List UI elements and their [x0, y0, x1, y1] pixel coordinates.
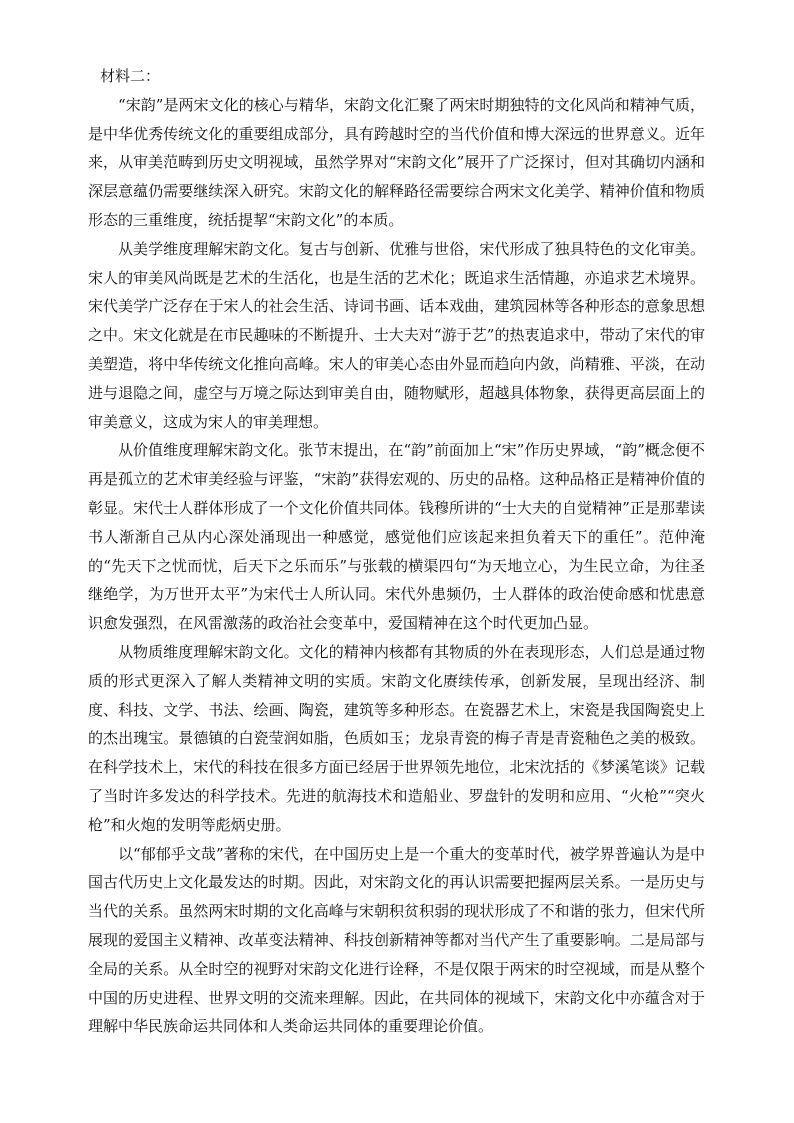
paragraph-aesthetics: 从美学维度理解宋韵文化。复古与创新、优雅与世俗，宋代形成了独具特色的文化审美。宋人的审美风尚既是艺术的生活化，也是生活的艺术化；既追求生活情趣，亦追求艺术境界。宋代美学广泛存在于宋人的社会生活、诗词书画、话本戏曲，建筑园林等各种形态的意象思想之中。宋文化就是在市民趣味的不断提升、士大夫对“游于艺”的热衷追求中，带动了宋代的审美塑造，将中华传统文化推向高峰。宋人的审美心态由外显而趋向内敛，尚精雅、平淡，在动进与退隐之间，虚空与万境之际达到审美自由，随物赋形，超越具体物象，获得更高层面上的审美意义，这成为宋人的审美理想。 — [88, 239, 705, 431]
paragraph-material: 从物质维度理解宋韵文化。文化的精神内核都有其物质的外在表现形态，人们总是通过物质的形式更深入了解人类精神文明的实质。宋韵文化赓续传承，创新发展，呈现出经济、制度、科技、文学、书法、绘画、陶瓷，建筑等多种形态。在瓷器艺术上，宋瓷是我国陶瓷史上的杰出瑰宝。景德镇的白瓷莹润如脂，色质如玉；龙泉青瓷的梅子青是青瓷釉色之美的极致。在科学技术上，宋代的科技在很多方面已经居于世界领先地位，北宋沈括的《梦溪笔谈》记载了当时许多发达的科学技术。先进的航海技术和造船业、罗盘针的发明和应用、“火枪”“突火枪”和火炮的发明等彪炳史册。 — [88, 642, 705, 834]
paragraph-conclusion: 以“郁郁乎文哉”著称的宋代，在中国历史上是一个重大的变革时代，被学界普遍认为是中国古代历史上文化最发达的时期。因此，对宋韵文化的再认识需要把握两层关系。一是历史与当代的关系。虽然两宋时期的文化高峰与宋朝积贫积弱的现状形成了不和谐的张力，但宋代所展现的爱国主义精神、改革变法精神、科技创新精神等都对当代产生了重要影响。二是局部与全局的关系。从全时空的视野对宋韵文化进行诠释，不是仅限于两宋的时空视域，而是从整个中国的历史进程、世界文明的交流来理解。因此，在共同体的视域下，宋韵文化中亦蕴含对于理解中华民族命运共同体和人类命运共同体的重要理论价值。 — [88, 844, 705, 1036]
paragraph-intro: “宋韵”是两宋文化的核心与精华，宋韵文化汇聚了两宋时期独特的文化风尚和精神气质，是中华优秀传统文化的重要组成部分，具有跨越时空的当代价值和博大深远的世界意义。近年来，从审美范畴到历史文明视域，虽然学界对“宋韵文化”展开了广泛探讨，但对其确切内涵和深层意蕴仍需要继续深入研究。宋韵文化的解释路径需要综合两宋文化美学、精神价值和物质形态的三重维度，统括提挈“宋韵文化”的本质。 — [88, 95, 705, 229]
material-heading: 材料二： — [100, 67, 161, 85]
paragraph-values: 从价值维度理解宋韵文化。张节末提出，在“韵”前面加上“宋”作历史界域，“韵”概念便不再是孤立的艺术审美经验与评鉴，“宋韵”获得宏观的、历史的品格。这种品格正是精神价值的彰显。宋代士人群体形成了一个文化价值共同体。钱穆所讲的“士大夫的自觉精神”正是那辈读书人渐渐自己从内心深处涌现出一种感觉，感觉他们应该起来担负着天下的重任”。范仲淹的“先天下之忧而忧，后天下之乐而乐”与张载的横渠四句“为天地立心，为生民立命，为往圣继绝学，为万世开太平”为宋代士人所认同。宋代外患频仍，士人群体的政治使命感和忧患意识愈发强烈，在风雷激荡的政治社会变革中，爱国精神在这个时代更加凸显。 — [88, 441, 705, 633]
document-page — [88, 62, 705, 1041]
